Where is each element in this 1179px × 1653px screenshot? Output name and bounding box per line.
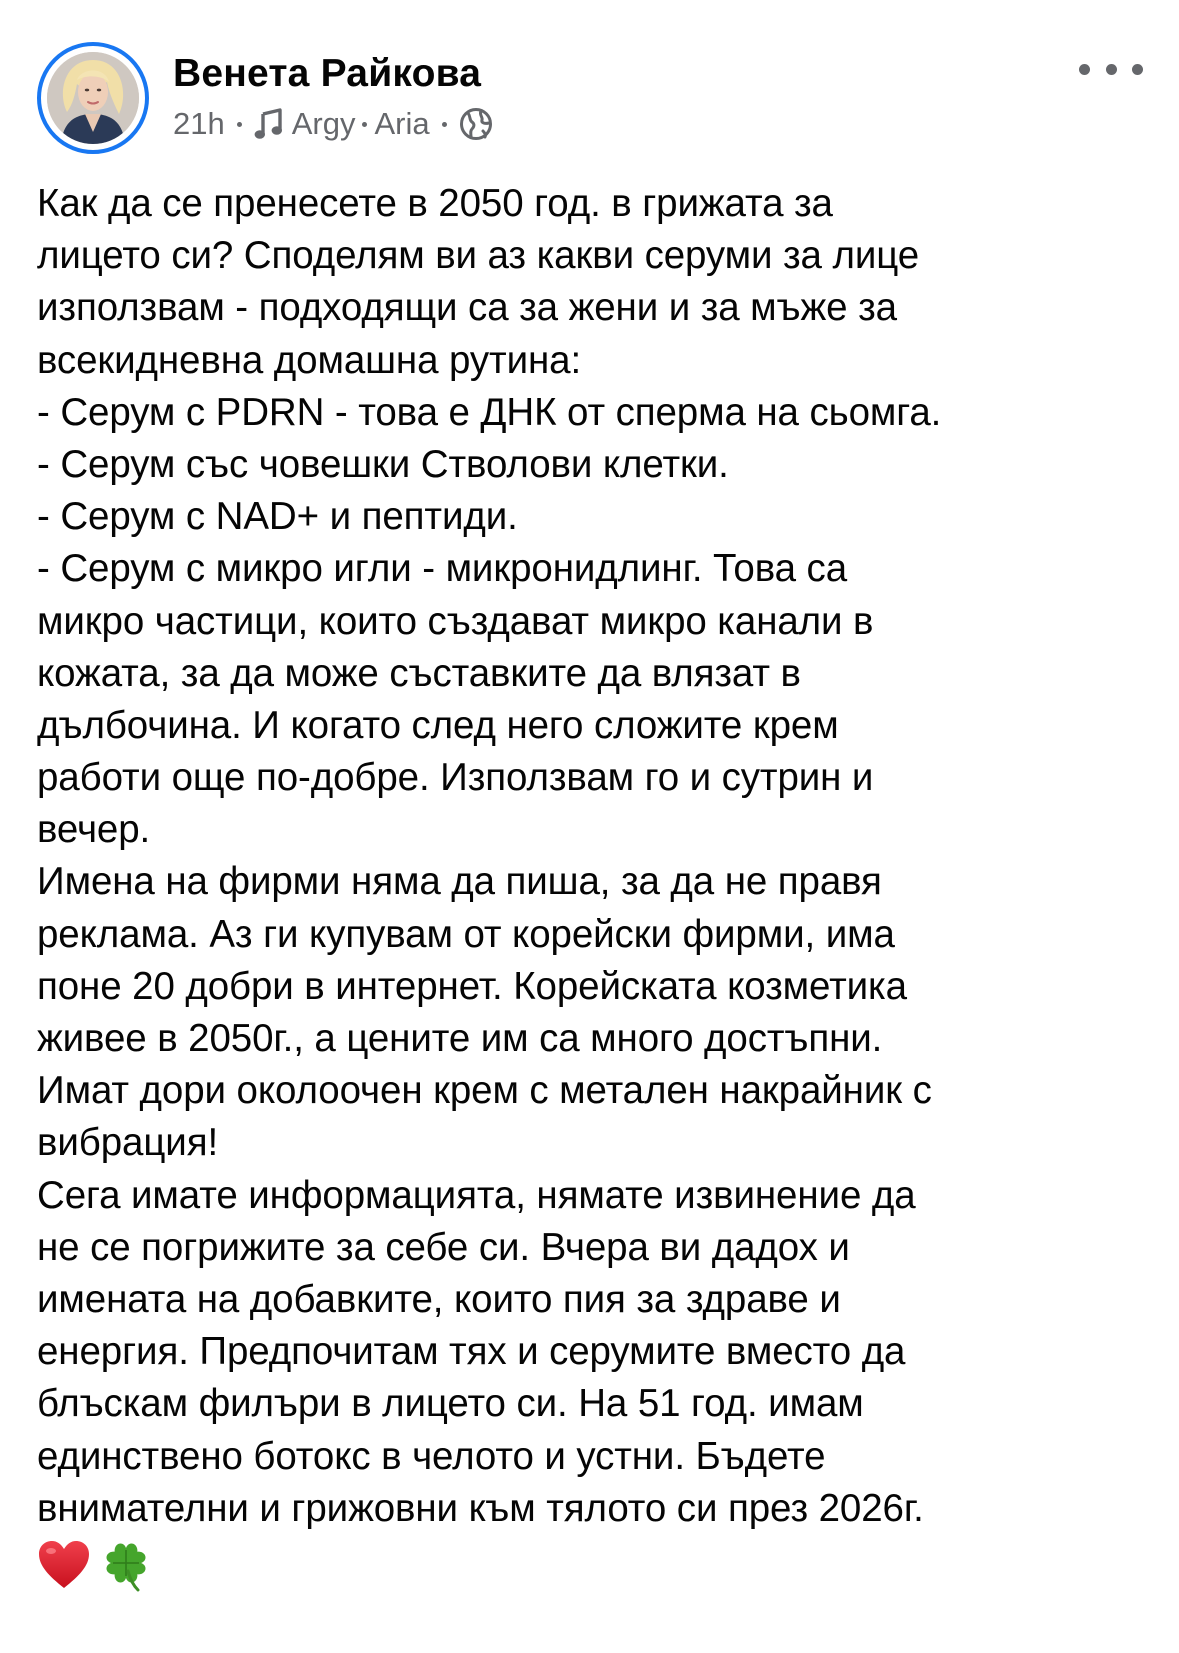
post-time[interactable]: 21h xyxy=(173,106,225,141)
post-text-line: - Серум с PDRN - това е ДНК от сперма на сьомга. xyxy=(37,390,942,434)
music-artist[interactable]: Argy xyxy=(291,106,356,141)
post-text-line: внимателни и грижовни към тялото си през 2026г. xyxy=(37,1486,924,1530)
post-text-line: всекидневна домашна рутина: xyxy=(37,338,582,382)
post-text-line: вибрация! xyxy=(37,1121,219,1165)
avatar-photo xyxy=(47,52,139,144)
more-options-icon xyxy=(1106,64,1117,75)
avatar[interactable] xyxy=(47,52,139,144)
post-header xyxy=(0,0,1179,160)
post-text-line: микро частици, които създават микро канали в xyxy=(37,599,874,643)
post-text-line: не се погрижите за себе си. Вчера ви дадох и xyxy=(37,1225,850,1269)
post-text-line: имената на добавките, които пия за здраве и xyxy=(37,1277,841,1321)
meta-separator xyxy=(362,122,367,127)
music-note-icon xyxy=(254,108,284,140)
emoji-row xyxy=(37,1537,1157,1593)
post-text-line: енергия. Предпочитам тях и серумите вместо да xyxy=(37,1330,906,1374)
post-text-line: Как да се пренесете в 2050 год. в грижата за xyxy=(37,182,833,225)
more-options-icon xyxy=(1079,64,1090,75)
more-options-button[interactable] xyxy=(1079,54,1143,84)
post-text-line: работи още по-добре. Използвам го и сутрин и xyxy=(37,756,874,800)
post-text-line: Имена на фирми няма да пиша, за да не правя xyxy=(37,860,882,904)
author-name[interactable]: Венета Райкова xyxy=(173,52,482,95)
post-text-line: вечер. xyxy=(37,808,151,852)
post-meta xyxy=(173,104,493,144)
post-text-line: кожата, за да може съставките да влязат в xyxy=(37,651,801,695)
post-text-line: живее в 2050г., а цените им са много достъпни. xyxy=(37,1017,883,1060)
meta-separator xyxy=(237,122,242,127)
author-avatar-ring[interactable] xyxy=(37,42,149,154)
post-text xyxy=(37,178,1157,1593)
post-text-line: Имат дори околоочен крем с метален накрайник с xyxy=(37,1069,932,1113)
post-text-line: блъскам филъри в лицето си. На 51 год. имам xyxy=(37,1382,864,1426)
post-text-line: използвам - подходящи са за жени и за мъже за xyxy=(37,286,897,330)
post-text-line: Сега имате информацията, нямате извинение да xyxy=(37,1173,916,1217)
globe-icon[interactable] xyxy=(459,107,493,141)
post-text-line: - Серум със човешки Стволови клетки. xyxy=(37,442,729,486)
post-text-line: - Серум с NAD+ и пептиди. xyxy=(37,495,518,539)
more-options-icon xyxy=(1132,64,1143,75)
post-text-line: - Серум с микро игли - микронидлинг. Това са xyxy=(37,547,848,591)
red-heart-emoji xyxy=(37,1538,91,1592)
post-text-line: лицето си? Споделям ви аз какви серуми за лице xyxy=(37,234,920,278)
post-text-line: единствено ботокс в челото и устни. Бъдете xyxy=(37,1434,826,1478)
post-text-line: дълбочина. И когато след него сложите крем xyxy=(37,703,839,747)
four-leaf-clover-emoji xyxy=(97,1537,155,1593)
music-track[interactable]: Aria xyxy=(374,106,430,141)
post-text-line: поне 20 добри в интернет. Корейската козметика xyxy=(37,964,907,1008)
post-text-line: реклама. Аз ги купувам от корейски фирми, има xyxy=(37,912,895,956)
meta-separator xyxy=(442,122,447,127)
